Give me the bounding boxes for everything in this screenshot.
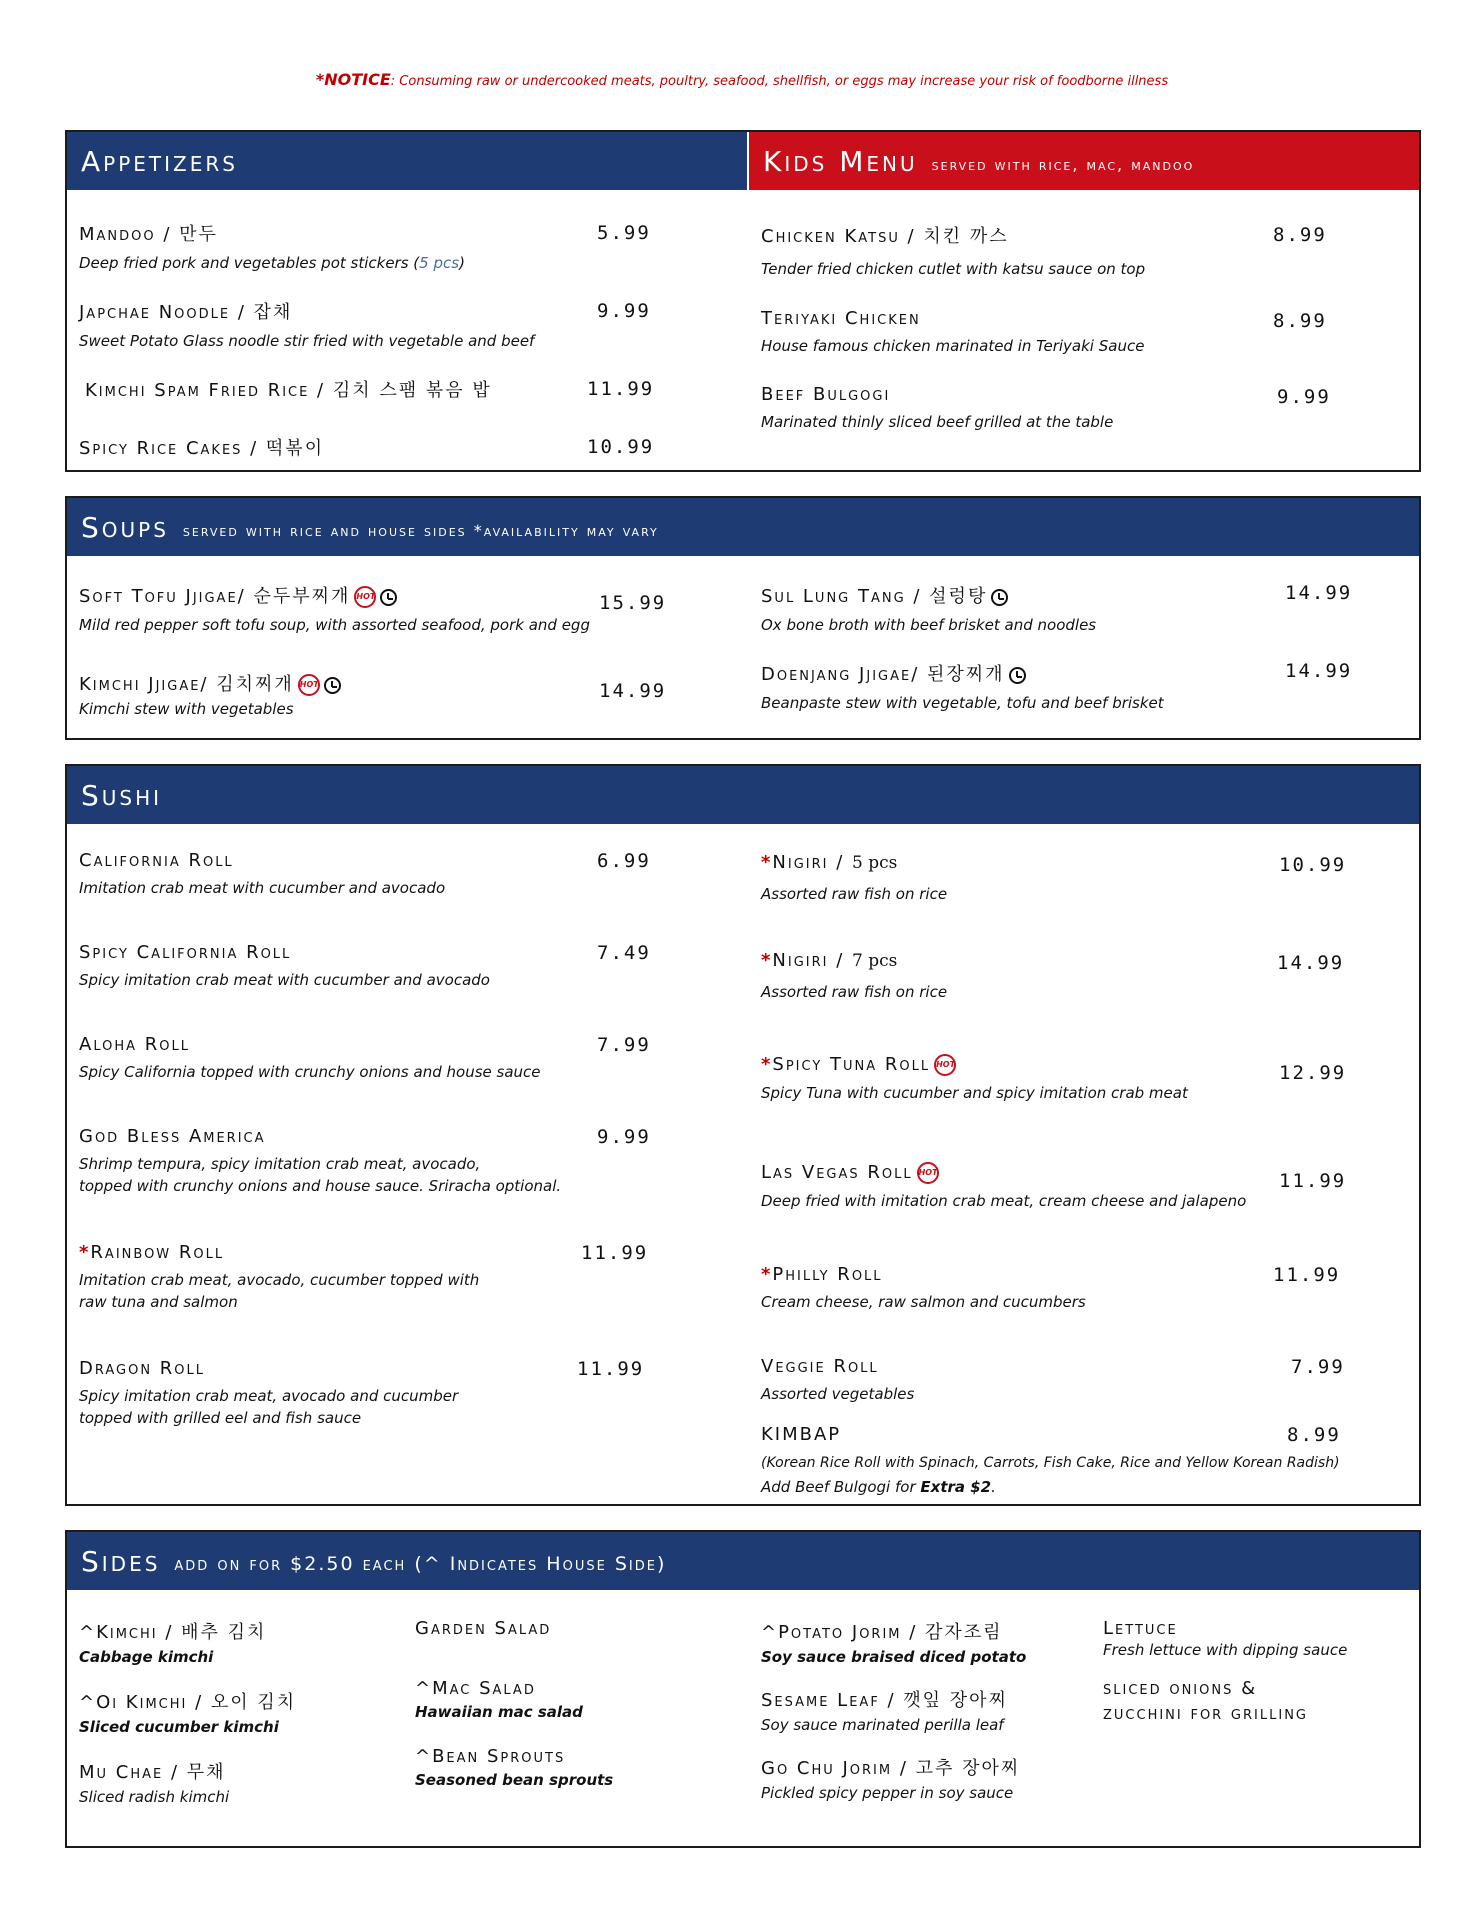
appetizers-kids-section [65,130,1421,472]
item-desc: Soy sauce marinated perilla leaf [761,1716,1004,1734]
sides-title: Sides [81,1544,161,1578]
item-desc: Spicy Tuna with cucumber and spicy imitation crab meat [761,1084,1188,1102]
kids-title: Kids Menu [763,144,918,178]
item-desc: Spicy California topped with crunchy onions and house sauce [79,1063,541,1081]
raw-indicator: * [761,1054,773,1075]
item-desc: Fresh lettuce with dipping sauce [1103,1641,1348,1659]
item-desc: Marinated thinly sliced beef grilled at the table [761,413,1114,431]
menu-item [761,582,1096,636]
item-desc: Cabbage kimchi [79,1648,214,1666]
menu-item [85,376,492,402]
item-desc: Assorted raw fish on rice [761,983,948,1001]
item-price: 7.99 [1291,1356,1345,1378]
item-desc: Hawaiian mac salad [415,1703,583,1721]
item-name: Sesame Leaf / 깻잎 장아찌 [761,1690,1008,1711]
item-desc: Sliced cucumber kimchi [79,1718,279,1736]
item-name: God Bless America [79,1126,266,1147]
item-desc: Deep fried with imitation crab meat, cream cheese and jalapeno [761,1192,1247,1210]
side-item [761,1754,1020,1804]
appetizers-header [67,132,747,190]
sides-section [65,1530,1421,1848]
menu-item [761,1356,914,1405]
sides-subtitle: add on for $2.50 each (^ Indicates House Side) [174,1553,667,1575]
item-name: Chicken Katsu / 치킨 까스 [761,226,1009,247]
item-price: 8.99 [1273,224,1327,246]
item-desc: Soy sauce braised diced potato [761,1648,1027,1666]
item-name: Mandoo / 만두 [79,224,218,245]
menu-item [761,222,1145,280]
item-name: California Roll [79,850,234,871]
item-name: ^Potato Jorim / 감자조림 [761,1622,1003,1643]
pieces-note: 5 pcs [419,254,460,272]
item-price: 14.99 [1285,582,1353,604]
item-desc: Imitation crab meat, avocado, cucumber topped with raw tuna and salmon [79,1271,480,1311]
item-price: 11.99 [587,378,655,400]
clock-icon [324,677,341,694]
item-price: 11.99 [581,1242,649,1264]
sushi-title: Sushi [81,778,163,812]
menu-item [761,660,1164,714]
item-desc: Assorted raw fish on rice [761,885,948,903]
soups-header [67,498,1419,556]
hot-pepper-icon: HOT [298,674,320,696]
item-desc: Ox bone broth with beef brisket and noodles [761,616,1097,634]
item-name: Kimchi Spam Fried Rice / 김치 스팸 볶음 밥 [85,380,492,401]
menu-item [761,1424,1340,1499]
item-price: 11.99 [1279,1170,1347,1192]
item-name-line2: zucchini for grilling [1103,1703,1308,1724]
menu-item [79,1126,561,1197]
item-price: 14.99 [599,680,667,702]
item-price: 9.99 [1277,386,1331,408]
item-desc: Deep fried pork and vegetables pot stickers (5 pcs) [79,254,465,272]
item-price: 10.99 [1279,854,1347,876]
item-name: *Spicy Tuna Roll HOT [761,1054,956,1075]
item-name: Sul Lung Tang / 설렁탕 [761,582,1096,608]
item-name: Aloha Roll [79,1034,190,1055]
side-item [79,1758,229,1808]
item-name: Doenjang Jjigae/ 된장찌개 [761,660,1164,686]
side-item [415,1678,583,1723]
item-name: Lettuce [1103,1618,1178,1639]
item-desc: Kimchi stew with vegetables [79,700,294,718]
kids-header [749,132,1419,190]
menu-item [79,850,445,899]
item-price: 8.99 [1273,310,1327,332]
item-desc: Mild red pepper soft tofu soup, with assorted seafood, pork and egg [79,616,590,634]
menu-item [761,1054,1188,1104]
clock-icon [991,589,1008,606]
item-desc: (Korean Rice Roll with Spinach, Carrots, Fish Cake, Rice and Yellow Korean Radish) Add Beef Bulgogi for Extra $2. [761,1455,1340,1496]
item-price: 11.99 [577,1358,645,1380]
menu-item [761,950,947,1003]
side-item [761,1618,1026,1668]
clock-icon [380,589,397,606]
item-name: Mu Chae / 무채 [79,1762,226,1783]
hot-pepper-icon: HOT [917,1162,939,1184]
item-desc: Shrimp tempura, spicy imitation crab meat, avocado, topped with crunchy onions and house sauce. Sriracha optional. [79,1155,562,1195]
hot-pepper-icon: HOT [354,586,376,608]
item-price: 10.99 [587,436,655,458]
item-price: 8.99 [1287,1424,1341,1446]
item-price: 7.49 [597,942,651,964]
side-item [761,1686,1008,1736]
item-name: *Philly Roll [761,1264,883,1285]
notice-label: *NOTICE [315,70,391,89]
item-desc: Cream cheese, raw salmon and cucumbers [761,1293,1086,1311]
item-name: ^Bean Sprouts [415,1746,566,1767]
side-item [79,1618,266,1668]
item-name: Garden Salad [415,1618,552,1639]
item-desc: Seasoned bean sprouts [415,1771,614,1789]
item-price: 14.99 [1277,952,1345,974]
soups-title: Soups [81,510,169,544]
item-name: *Nigiri / 7 pcs [761,950,898,971]
hot-pepper-icon: HOT [934,1054,956,1076]
item-price: 9.99 [597,1126,651,1148]
raw-indicator: * [761,950,773,971]
item-desc: Pickled spicy pepper in soy sauce [761,1784,1014,1802]
side-item [415,1746,613,1791]
item-price: 5.99 [597,222,651,244]
item-price: 7.99 [597,1034,651,1056]
menu-item [79,298,534,352]
item-name: Spicy California Roll [79,942,292,963]
item-desc: Beanpaste stew with vegetable, tofu and beef brisket [761,694,1164,712]
item-price: 14.99 [1285,660,1353,682]
menu-item [79,220,465,274]
item-price: 15.99 [599,592,667,614]
item-price: 12.99 [1279,1062,1347,1084]
side-item [1103,1678,1308,1724]
menu-item [79,1034,541,1083]
menu-item [761,852,947,905]
kids-subtitle: served with rice, mac, mandoo [931,154,1195,174]
item-desc: Spicy imitation crab meat, avocado and cucumber topped with grilled eel and fish sauce [79,1387,459,1427]
soups-subtitle: served with rice and house sides *availability may vary [182,520,659,540]
menu-item [79,942,490,991]
soups-section [65,496,1421,740]
item-price: 11.99 [1273,1264,1341,1286]
item-name: sliced onions & [1103,1678,1258,1699]
raw-indicator: * [761,1264,773,1285]
item-desc: Imitation crab meat with cucumber and avocado [79,879,446,897]
appetizers-title: Appetizers [81,144,238,178]
item-name: Las Vegas Roll HOT [761,1162,938,1183]
item-name: Dragon Roll [79,1358,206,1379]
item-name: Japchae Noodle / 잡채 [79,302,293,323]
side-item [1103,1618,1347,1661]
menu-item [79,1242,479,1313]
item-price: 6.99 [597,850,651,872]
side-item [415,1618,551,1639]
foodborne-notice [0,70,1484,89]
item-desc: Spicy imitation crab meat with cucumber and avocado [79,971,490,989]
raw-indicator: * [761,852,773,873]
menu-item [761,308,1144,357]
item-name: *Rainbow Roll [79,1242,225,1263]
item-name: ^Oi Kimchi / 오이 김치 [79,1692,297,1713]
item-price: 9.99 [597,300,651,322]
item-name: *Nigiri / 5 pcs [761,852,898,873]
notice-text: : Consuming raw or undercooked meats, poultry, seafood, shellfish, or eggs may increase your risk of foodborne illness [390,74,1169,89]
item-name: ^Kimchi / 배추 김치 [79,1622,267,1643]
item-name: KIMBAP [761,1424,842,1445]
extra-price: Extra $2 [920,1478,992,1496]
menu-item [761,384,1113,433]
clock-icon [1009,667,1026,684]
item-desc: Sweet Potato Glass noodle stir fried with vegetable and beef [79,332,535,350]
menu-item [79,582,590,636]
item-name: Kimchi Jjigae/ 김치찌개 HOT [79,670,341,696]
item-desc: Assorted vegetables [761,1385,915,1403]
item-desc: Tender fried chicken cutlet with katsu sauce on top [761,260,1146,278]
item-name: Soft Tofu Jjigae/ 순두부찌개 HOT [79,582,590,608]
menu-item [761,1264,1086,1313]
sushi-header [67,766,1419,824]
menu-item [79,670,341,720]
item-desc: House famous chicken marinated in Teriyaki Sauce [761,337,1145,355]
side-item [79,1688,296,1738]
item-desc: Sliced radish kimchi [79,1788,230,1806]
item-name: Veggie Roll [761,1356,879,1377]
menu-item [79,434,324,460]
menu-item [79,1358,458,1429]
sushi-section [65,764,1421,1506]
item-name: Spicy Rice Cakes / 떡볶이 [79,438,325,459]
raw-indicator: * [79,1242,91,1263]
item-name: Teriyaki Chicken [761,308,921,329]
item-name: ^Mac Salad [415,1678,536,1699]
sides-header [67,1532,1419,1590]
item-name: Beef Bulgogi [761,384,891,405]
item-name: Go Chu Jorim / 고추 장아찌 [761,1758,1021,1779]
menu-item [761,1162,1246,1212]
